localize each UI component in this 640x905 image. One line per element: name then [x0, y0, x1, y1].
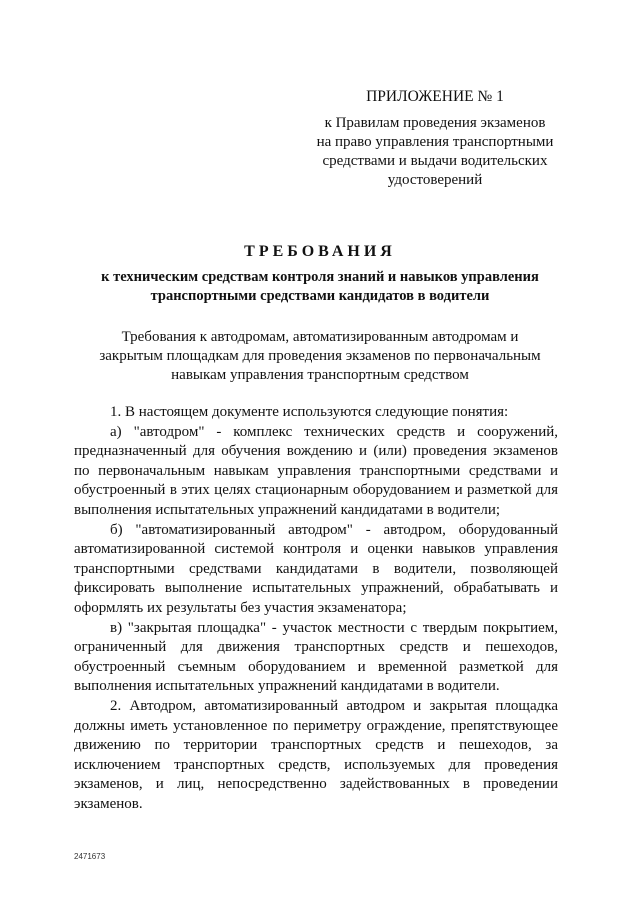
section-heading-line: закрытым площадкам для проведения экзаменов по первоначальным	[99, 348, 541, 364]
appendix-line: на право управления транспортными	[316, 134, 554, 150]
section-heading-line: навыкам управления транспортным средством	[171, 367, 469, 383]
subtitle-line: к техническим средствам контроля знаний и навыков управления	[101, 269, 539, 285]
paragraph-definition-closed-area: в) "закрытая площадка" - участок местности с твердым покрытием, ограниченный для движения транспортных средств и пешеходов, обустроенный съемным оборудованием и временной разметкой для выполнения испытательных упражнений кандидатами в водители.	[74, 619, 558, 695]
paragraph-definitions-intro: 1. В настоящем документе используются следующие понятия:	[110, 404, 509, 420]
document-body	[74, 403, 558, 814]
appendix-line: удостоверений	[387, 172, 483, 188]
appendix-reference	[300, 114, 570, 190]
appendix-line: к Правилам проведения экзаменов	[324, 115, 546, 131]
paragraph-definition-autodrome: а) "автодром" - комплекс технических средств и сооружений, предназначенный для обучения вождению и (или) проведения экзаменов по первоначальным навыкам управления транспортными средствами и обустроенный в этих целях стационарным оборудованием и разметкой для выполнения испытательных упражнений кандидатами в водители;	[74, 423, 558, 518]
section-heading	[0, 328, 640, 385]
subtitle-line: транспортными средствами кандидатов в водители	[150, 288, 490, 304]
paragraph-fencing-requirement: 2. Автодром, автоматизированный автодром и закрытая площадка должны иметь установленное по периметру ограждение, препятствующее движению по территории транспортных средств и пешеходов, за исключением транспортных средств, используемых для проведения экзаменов, и лиц, непосредственно задействованных в проведении экзаменов.	[74, 697, 558, 812]
paragraph-definition-automated-autodrome: б) "автоматизированный автодром" - автодром, оборудованный автоматизированной системой контроля и оценки навыков управления транспортными средствами кандидатами в водители, позволяющей фиксировать выполнение испытательных упражнений, обрабатывать и оформлять их результаты без участия экзаменатора;	[74, 521, 558, 616]
document-title: ТРЕБОВАНИЯ	[244, 243, 396, 260]
appendix-number: ПРИЛОЖЕНИЕ № 1	[366, 88, 504, 105]
section-heading-line: Требования к автодромам, автоматизированным автодромам и	[121, 329, 519, 345]
document-subtitle	[0, 268, 640, 306]
document-code: 2471673	[74, 852, 106, 861]
appendix-line: средствами и выдачи водительских	[322, 153, 548, 169]
